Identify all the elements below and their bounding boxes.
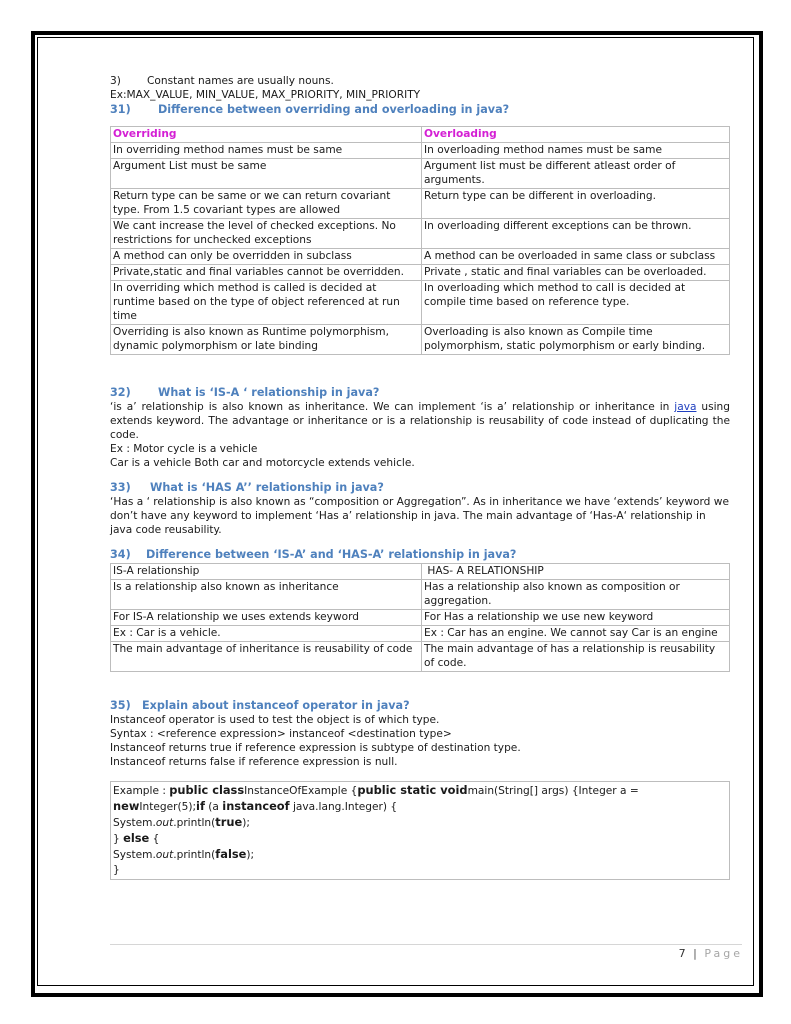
code-token: .println( xyxy=(173,849,216,861)
java-link[interactable]: java xyxy=(674,401,697,413)
table-row xyxy=(111,219,730,249)
code-token: (a xyxy=(204,801,223,813)
code-field: out xyxy=(155,817,174,829)
table-row xyxy=(111,626,730,642)
table-row xyxy=(111,143,730,159)
code-token: java.lang.Integer) { xyxy=(289,801,398,813)
code-line-4 xyxy=(113,831,727,847)
cell: In overriding method names must be same xyxy=(111,143,422,159)
cell: Ex : Car is a vehicle. xyxy=(111,626,422,642)
q32-text-before: ‘is a’ relationship is also known as inheritance. We can implement ‘is a’ relationship or inheritance in xyxy=(110,401,675,413)
code-token: Integer(5); xyxy=(139,801,197,813)
code-token: { xyxy=(149,833,160,845)
code-keyword: public static void xyxy=(357,783,468,797)
code-token: .println( xyxy=(173,817,216,829)
q31-heading xyxy=(110,102,730,117)
cell: Argument List must be same xyxy=(111,159,422,189)
q31-title: Difference between overriding and overloading in java? xyxy=(158,103,510,116)
cell: Overriding is also known as Runtime polymorphism, dynamic polymorphism or late binding xyxy=(111,325,422,355)
code-keyword: new xyxy=(113,799,140,813)
page-content xyxy=(110,74,730,880)
q35-line-4: Instanceof returns false if reference expression is null. xyxy=(110,756,398,768)
q34-title: Difference between ‘IS-A’ and ‘HAS-A’ relationship in java? xyxy=(146,548,517,561)
rule-3 xyxy=(110,74,730,88)
code-token: ); xyxy=(242,817,250,829)
cell: In overloading different exceptions can be thrown. xyxy=(422,219,730,249)
q31-number: 31) xyxy=(110,103,131,116)
table-row xyxy=(111,580,730,610)
code-line-6: } xyxy=(113,864,120,876)
table-row xyxy=(111,249,730,265)
code-line-3 xyxy=(113,815,727,831)
q34-number: 34) xyxy=(110,548,131,561)
q32-paragraph xyxy=(110,400,730,442)
q32-text-after: using extends keyword. The advantage or inheritance or is a relationship is reusability of code instead of duplicating the code. xyxy=(110,401,730,441)
q32-example-2: Car is a vehicle Both car and motorcycle extends vehicle. xyxy=(110,457,415,469)
cell: For IS-A relationship we uses extends keyword xyxy=(111,610,422,626)
q35-line-2: Syntax : <reference expression> instanceof <destination type> xyxy=(110,728,452,740)
rule-3-number: 3) xyxy=(110,75,121,87)
code-token: System. xyxy=(113,849,156,861)
q35-line-3: Instanceof returns true if reference expression is subtype of destination type. xyxy=(110,742,521,754)
q33-paragraph: ‘Has a ‘ relationship is also known as “composition or Aggregation”. As in inheritance we have ‘extends’ keyword we don’t have any keyword to implement ‘Has a’ relationship in java. The main advantage of ‘Has-A‘ relationship in java code reusability. xyxy=(110,496,729,536)
q32-number: 32) xyxy=(110,386,131,399)
cell: For Has a relationship we use new keyword xyxy=(422,610,730,626)
code-line-1 xyxy=(113,783,727,799)
table-row xyxy=(111,189,730,219)
header-overriding: Overriding xyxy=(111,127,422,143)
code-token: InstanceOfExample { xyxy=(244,785,358,797)
code-token: System. xyxy=(113,817,156,829)
instanceof-code-example xyxy=(110,781,730,880)
rule-3-text: Constant names are usually nouns. xyxy=(147,75,334,87)
code-keyword: if xyxy=(196,799,205,813)
q32-example-1: Ex : Motor cycle is a vehicle xyxy=(110,443,258,455)
cell: Has a relationship also known as composition or aggregation. xyxy=(422,580,730,610)
cell: Is a relationship also known as inheritance xyxy=(111,580,422,610)
page-label: Page xyxy=(704,947,743,960)
cell: The main advantage of inheritance is reusability of code xyxy=(111,642,422,672)
cell: In overloading method names must be same xyxy=(422,143,730,159)
cell: Return type can be same or we can return covariant type. From 1.5 covariant types are allowed xyxy=(111,189,422,219)
code-line-5 xyxy=(113,847,727,863)
code-line-2 xyxy=(113,799,727,815)
q35-number: 35) xyxy=(110,699,131,712)
page-number: 7 xyxy=(678,947,688,960)
header-has-a: HAS- A RELATIONSHIP xyxy=(422,564,730,580)
q33-title: What is ‘HAS A’’ relationship in java? xyxy=(150,481,384,494)
table-row xyxy=(111,642,730,672)
q35-line-1: Instanceof operator is used to test the object is of which type. xyxy=(110,714,440,726)
table-header-row xyxy=(111,564,730,580)
cell: Ex : Car has an engine. We cannot say Car is an engine xyxy=(422,626,730,642)
code-keyword: public class xyxy=(169,783,245,797)
header-overloading: Overloading xyxy=(422,127,730,143)
cell: Return type can be different in overloading. xyxy=(422,189,730,219)
code-field: out xyxy=(155,849,174,861)
q35-heading xyxy=(110,698,730,713)
cell: Private,static and final variables cannot be overridden. xyxy=(111,265,422,281)
code-token: } xyxy=(113,833,124,845)
code-token: ); xyxy=(246,849,255,861)
header-is-a: IS-A relationship xyxy=(111,564,422,580)
table-row xyxy=(111,159,730,189)
table-row xyxy=(111,281,730,325)
page-separator: | xyxy=(693,947,699,960)
q34-heading xyxy=(110,547,730,562)
q33-heading xyxy=(110,480,730,495)
cell: The main advantage of has a relationship is reusability of code. xyxy=(422,642,730,672)
footer-rule xyxy=(110,944,742,945)
table-row xyxy=(111,265,730,281)
table-header-row xyxy=(111,127,730,143)
overriding-vs-overloading-table xyxy=(110,126,730,355)
cell: In overloading which method to call is decided at compile time based on reference type. xyxy=(422,281,730,325)
q35-title: Explain about instanceof operator in java? xyxy=(142,699,410,712)
page-number-footer xyxy=(679,947,743,960)
cell: In overriding which method is called is decided at runtime based on the type of object referenced at run time xyxy=(111,281,422,325)
code-token: main(String[] args) {Integer a = xyxy=(467,785,639,797)
code-keyword: true xyxy=(215,815,243,829)
table-row xyxy=(111,325,730,355)
q32-heading xyxy=(110,385,730,400)
cell: Private , static and final variables can be overloaded. xyxy=(422,265,730,281)
cell: A method can be overloaded in same class or subclass xyxy=(422,249,730,265)
cell: Overloading is also known as Compile time polymorphism, static polymorphism or early binding. xyxy=(422,325,730,355)
code-keyword: false xyxy=(215,847,247,861)
constant-example: Ex:MAX_VALUE, MIN_VALUE, MAX_PRIORITY, MIN_PRIORITY xyxy=(110,89,421,101)
cell: A method can only be overridden in subclass xyxy=(111,249,422,265)
q33-number: 33) xyxy=(110,481,131,494)
table-row xyxy=(111,610,730,626)
code-token: Example : xyxy=(113,785,170,797)
code-keyword: instanceof xyxy=(222,799,290,813)
cell: We cant increase the level of checked exceptions. No restrictions for unchecked exceptions xyxy=(111,219,422,249)
code-keyword: else xyxy=(123,831,150,845)
is-a-vs-has-a-table xyxy=(110,563,730,672)
cell: Argument list must be different atleast order of arguments. xyxy=(422,159,730,189)
q32-title: What is ‘IS-A ‘ relationship in java? xyxy=(158,386,380,399)
